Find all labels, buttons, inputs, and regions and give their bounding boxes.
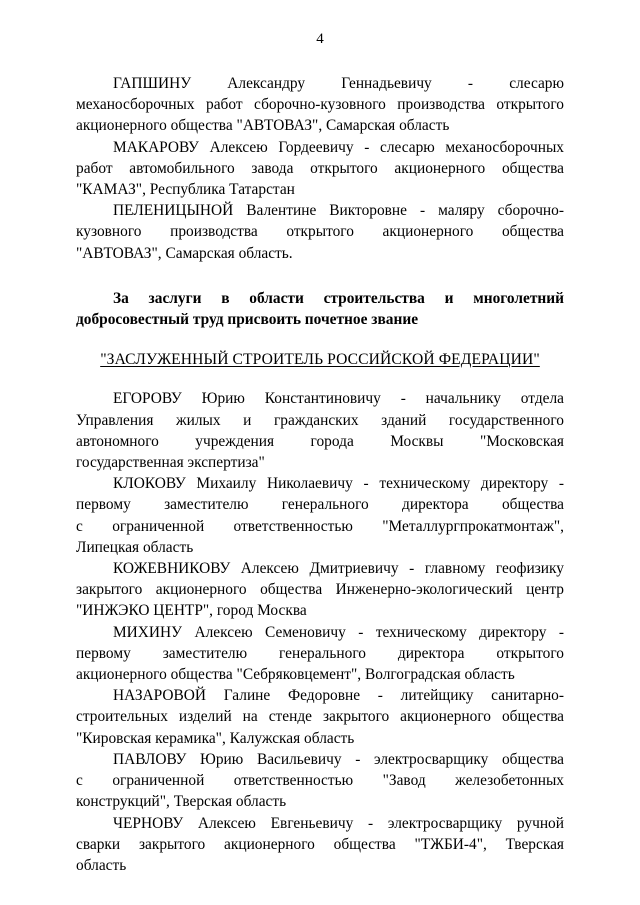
award-entry	[76, 813, 564, 877]
entry-line: строительных изделий на стенде закрытого акционерного общества	[76, 708, 564, 726]
entry-line: первому заместителю генерального директора открытого	[76, 644, 564, 662]
entry-line: НАЗАРОВОЙ Галине Федоровне - литейщику санитарно-	[113, 687, 564, 705]
entry-line: ПЕЛЕНИЦЫНОЙ Валентине Викторовне - маляру сборочно-	[113, 202, 564, 220]
entry-line: МАКАРОВУ Алексею Гордеевичу - слесарю механосборочных	[113, 138, 564, 156]
entry-line: закрытого акционерного общества Инженерно-экологический центр	[76, 581, 564, 599]
entry-line: МИХИНУ Алексею Семеновичу - техническому директору -	[113, 623, 564, 641]
entry-line: "АВТОВАЗ", Самарская область.	[76, 244, 293, 262]
entry-line: первому заместителю генерального директора общества	[76, 496, 564, 514]
page-number: 4	[316, 31, 324, 47]
section-heading-line: добросовестный труд присвоить почетное звание	[76, 311, 419, 329]
entry-line: акционерного общества "Себряковцемент", Волгоградская область	[76, 666, 515, 684]
entry-line: ПАВЛОВУ Юрию Васильевичу - электросварщику общества	[113, 750, 564, 768]
section-heading-line: За заслуги в области строительства и многолетний	[113, 289, 564, 307]
award-entry	[76, 622, 564, 686]
award-entry	[76, 388, 564, 473]
entry-line: с ограниченной ответственностью "Завод железобетонных	[76, 772, 564, 790]
entry-line: с ограниченной ответственностью "Металлургпрокатмонтаж",	[76, 517, 564, 535]
award-list-bottom	[76, 388, 564, 876]
entry-line: государственная экспертиза"	[76, 454, 265, 472]
entry-line: автономного учреждения города Москвы "Московская	[76, 432, 564, 450]
entry-line: сварки закрытого акционерного общества "ТЖБИ-4", Тверская	[76, 835, 564, 853]
entry-line: "КАМАЗ", Республика Татарстан	[76, 181, 295, 199]
award-entry	[76, 749, 564, 813]
award-entry	[76, 200, 564, 264]
entry-line: ГАПШИНУ Александру Геннадьевичу - слесарю	[113, 75, 564, 92]
entry-line: область	[76, 856, 127, 874]
entry-line: кузовного производства открытого акционерного общества	[76, 223, 564, 241]
award-entry	[76, 473, 564, 558]
entry-line: механосборочных работ сборочно-кузовного производства открытого	[76, 96, 564, 114]
entry-line: Управления жилых и гражданских зданий государственного	[76, 411, 564, 429]
entry-line: "ИНЖЭКО ЦЕНТР", город Москва	[76, 602, 307, 620]
entry-line: Липецкая область	[76, 538, 194, 556]
entry-line: акционерного общества "АВТОВАЗ", Самарская область	[76, 117, 450, 135]
award-entry	[76, 558, 564, 622]
award-entry	[76, 73, 564, 137]
honorary-title-wrap	[76, 349, 564, 370]
document-body	[76, 73, 564, 876]
award-entry	[76, 685, 564, 749]
entry-line: ЧЕРНОВУ Алексею Евгеньевичу - электросварщику ручной	[113, 814, 564, 832]
entry-line: ЕГОРОВУ Юрию Константиновичу - начальнику отдела	[113, 390, 564, 408]
entry-line: работ автомобильного завода открытого акционерного общества	[76, 159, 564, 177]
section-heading	[76, 288, 564, 330]
award-entry	[76, 137, 564, 201]
entry-line: КЛОКОВУ Михаилу Николаевичу - техническому директору -	[113, 475, 564, 493]
honorary-title: "ЗАСЛУЖЕННЫЙ СТРОИТЕЛЬ РОССИЙСКОЙ ФЕДЕРАЦИИ"	[100, 351, 540, 369]
entry-line: КОЖЕВНИКОВУ Алексею Дмитриевичу - главному геофизику	[113, 560, 564, 578]
entry-line: "Кировская керамика", Калужская область	[76, 729, 355, 747]
award-list-top	[76, 73, 564, 264]
entry-line: конструкций", Тверская область	[76, 793, 287, 811]
